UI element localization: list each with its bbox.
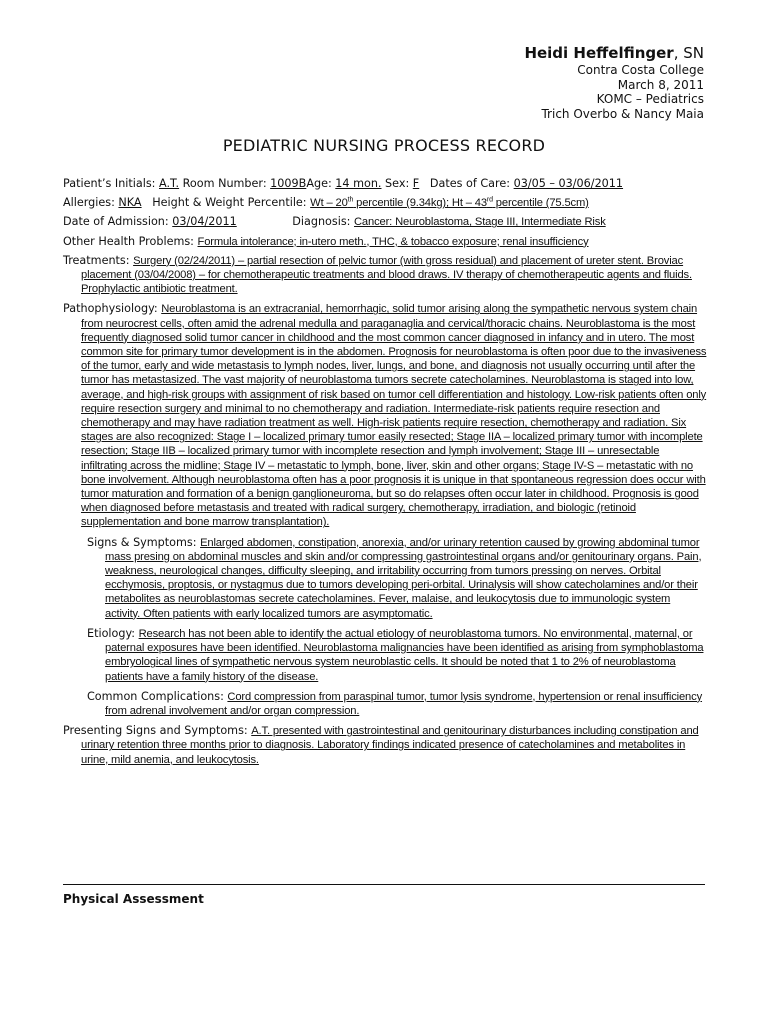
pathophysiology-text: Neuroblastoma is an extracranial, hemorrhagic, solid tumor arising along the sympathetic nervous system chain from neurocrest cells, often amid the adrenal medulla and paraganaglia and cervical/thoracic chains. Neuroblastoma is the most frequently diagnosed solid tumor cancer in childhood and the most common cancer diagnosed in infancy and in utero. The most common site for primary tumor development is in the abdomen. Prognosis for neuroblastoma is often poor due to the invasiveness of the tumor, early and wide metastasis to lymph nodes, liver, lungs, and bone, and diagnosis not usually occurring until after the tumor has metastasized. The vast majority of neuroblastoma tumors secrete catecholamines. Neuroblastoma is staged into low, average, and high-risk groups with assignment of risk based on tumor cell differentiation and histology. Low-risk patients often only require resection surgery and minimal to no chemotherapy and radiation. Intermediate-risk patients require resection and chemotherapy and may have radiation treatment as well. High-risk patients require resection, chemotherapy and radiation. Six stages are also recognized: Stage I – localized primary tumor easily resected; Stage IIA – localized primary tumor with incomplete resection; Stage IIB – localized primary tumor with incomplete resection and lymph involvement; Stage III – unresectable infiltrating across the midline; Stage IV – metastatic to lymph, bone, liver, skin and other organs; Stage IV-S – metastatic with no bone involvement. Although neuroblastoma often has a poor prognosis it is unique in that spontaneous regression does occur with tumor maturation and formation of a benign ganglioneuroma, but so do relapses often occur later in childhood. Prognosis is good when diagnosed before metastasis and treated with radical surgery, chemotherapy, irradiation, and biologic (retinoid supplementation and bone marrow transplantation).: [81, 303, 707, 529]
record-body: [63, 177, 707, 773]
pathophysiology-label: Pathophysiology:: [63, 302, 158, 316]
height-weight-label: Height & Weight Percentile:: [152, 196, 307, 210]
treatments-text: Surgery (02/24/2011) – partial resection of pelvic tumor (with gross residual) and placement of ureter stent. Broviac placement (03/04/2008) – for chemotherapeutic treatments and blood draws. IV therapy of chemotherapeutic agents and fluids. Prophylactic antibiotic treatment.: [81, 254, 692, 296]
weight-ordinal: th: [347, 196, 354, 204]
diagnosis-value: Cancer: Neuroblastoma, Stage III, Intermediate Risk: [354, 216, 606, 229]
signs-text: Enlarged abdomen, constipation, anorexia, and/or urinary retention caused by growing abdominal tumor mass presing on abdominal muscles and skin and/or compressing gastrointestinal organs and/or genitourinary organs. Pain, weakness, neurological changes, difficulty sleeping, and irritability occurring from tumors pressing on nerves. Orbital ecchymosis, proptosis, or nystagmus due to tumors developing peri-orbital. Urinalysis will show catecholamines and/or their metabolites as neuroblastomas secrete catecholamines. Fever, malaise, and leukocytosis due to immunologic system activity. Often patients with early localized tumors are asymptomatic.: [105, 536, 702, 620]
room-value: 1009B: [270, 177, 307, 190]
weight-height-text: percentile (9.34kg); Ht – 43: [353, 197, 487, 210]
other-problems-value: Formula intolerance; in-utero meth., THC, & tobacco exposure; renal insufficiency: [197, 235, 589, 248]
height-weight-value: [310, 197, 589, 209]
age-value: 14 mon.: [335, 177, 382, 190]
pathophysiology-section: [63, 302, 707, 529]
clinical-site: KOMC – Pediatrics: [596, 92, 704, 106]
sex-label: Sex:: [385, 177, 410, 190]
physical-assessment-heading: Physical Assessment: [63, 892, 204, 906]
weight-text: Wt – 20: [310, 197, 348, 210]
dates-label: Dates of Care:: [429, 177, 511, 190]
admission-value: 03/04/2011: [172, 215, 237, 229]
height-ordinal: rd: [486, 196, 493, 204]
diagnosis-label: Diagnosis:: [292, 215, 351, 229]
admission-label: Date of Admission:: [63, 215, 169, 229]
etiology-section: [63, 627, 707, 684]
complications-label: Common Complications:: [87, 689, 224, 703]
complications-text: Cord compression from paraspinal tumor, tumor lysis syndrome, hypertension or renal insufficiency from adrenal involvement and/or organ compression.: [105, 690, 703, 717]
sex-value: F: [412, 177, 420, 190]
patient-info-row: [63, 177, 707, 191]
college: Contra Costa College: [577, 63, 704, 77]
treatments-section: [63, 254, 707, 297]
report-date: March 8, 2011: [617, 77, 704, 92]
document-title: PEDIATRIC NURSING PROCESS RECORD: [222, 136, 546, 155]
author-name-line: [524, 44, 704, 62]
height-text: percentile (75.5cm): [492, 197, 589, 210]
signs-label: Signs & Symptoms:: [87, 535, 197, 549]
allergies-row: [63, 196, 707, 210]
author-credential: , SN: [673, 44, 704, 62]
treatments-label: Treatments:: [63, 253, 130, 267]
allergies-value: NKA: [118, 196, 142, 210]
complications-section: [63, 690, 707, 718]
dates-value: 03/05 – 03/06/2011: [513, 177, 624, 190]
author-block: [524, 44, 704, 121]
initials-label: Patient’s Initials:: [63, 177, 156, 190]
section-divider: [63, 884, 705, 885]
instructors: Trich Overbo & Nancy Maia: [541, 106, 704, 121]
other-problems-row: [63, 235, 707, 249]
etiology-label: Etiology:: [87, 626, 136, 640]
allergies-label: Allergies:: [63, 196, 115, 210]
presenting-label: Presenting Signs and Symptoms:: [63, 724, 248, 738]
age-label: Age:: [306, 177, 332, 190]
admission-row: [63, 215, 707, 229]
initials-value: A.T.: [159, 177, 180, 190]
presenting-text: A.T. presented with gastrointestinal and genitourinary disturbances including constipation and urinary retention three months prior to diagnosis. Laboratory findings indicated presence of catecholamines and metabolites in urine, mild anemia, and leukocytosis.: [81, 725, 699, 766]
room-label: Room Number:: [182, 177, 267, 190]
etiology-text: Research has not been able to identify the actual etiology of neuroblastoma tumors. No environmental, maternal, or paternal exposures have been identified. Neuroblastoma malignancies have been identified as arising from symphoblastoma embryological lines of sympathetic nervous system neuroblastic cells. It should be noted that 1 to 2% of neuroblastoma patients have a family history of the disease.: [105, 627, 704, 683]
other-problems-label: Other Health Problems:: [63, 234, 194, 248]
presenting-section: [63, 724, 707, 767]
signs-symptoms-section: [63, 536, 707, 621]
author-name: Heidi Heffelfinger: [524, 44, 674, 62]
